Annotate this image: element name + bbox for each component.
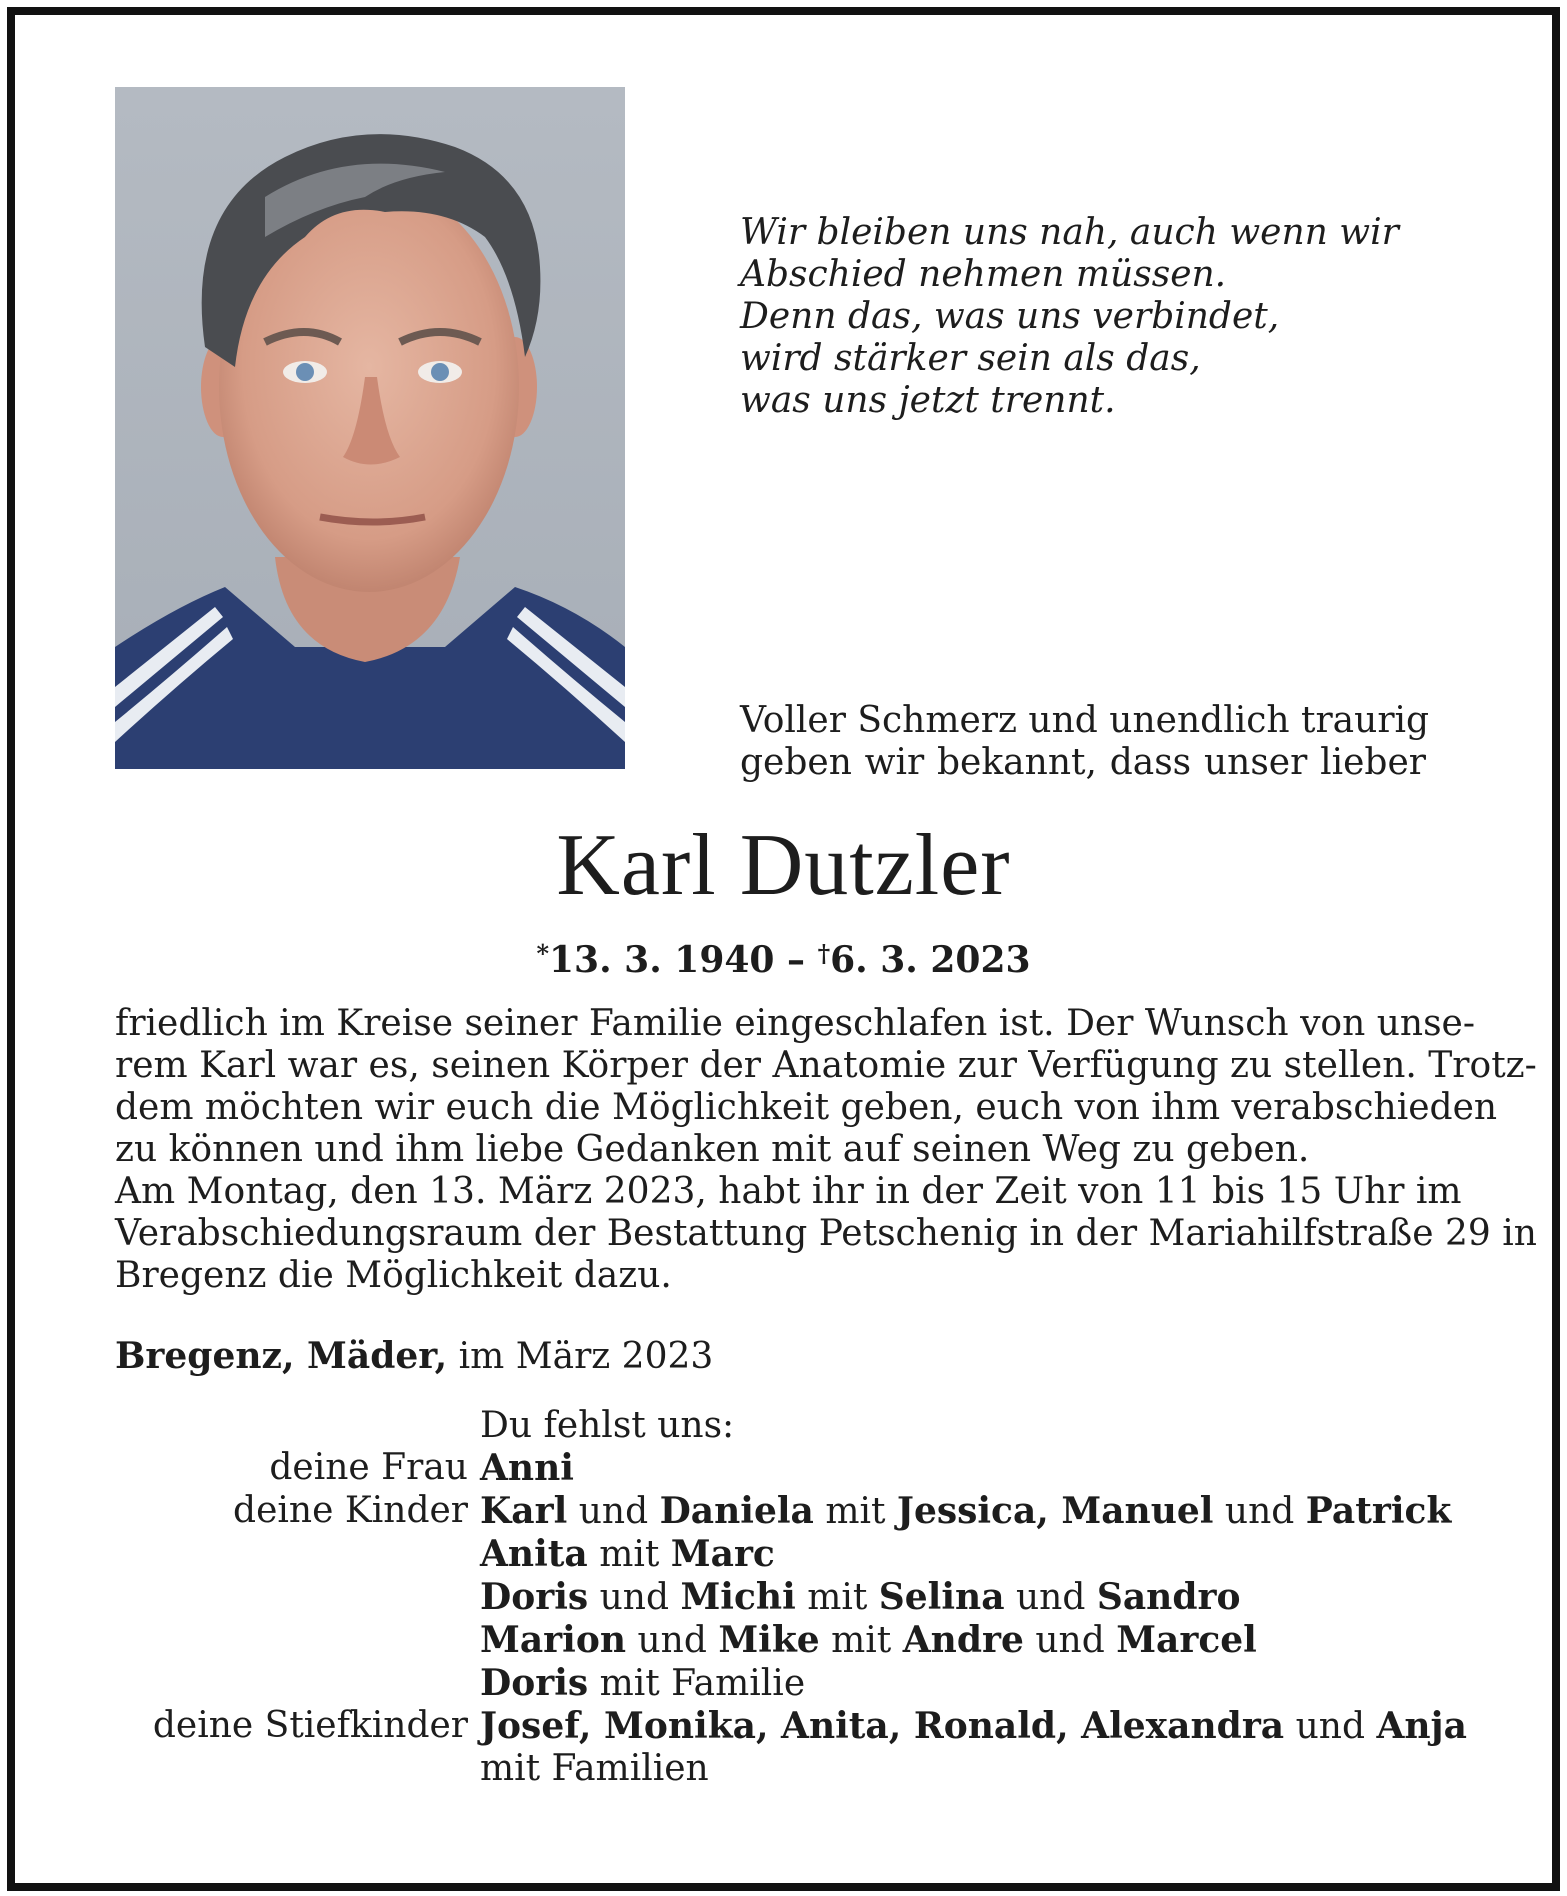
connector-text: und [1023, 1620, 1117, 1661]
relation-label: deine Kinder [233, 1490, 468, 1531]
person-name: Selina [878, 1576, 1005, 1618]
family-names [480, 1619, 1257, 1662]
family-row-kinder-cont [115, 1576, 1455, 1619]
body-line: Am Montag, den 13. März 2023, habt ihr in der Zeit von 11 bis 15 Uhr im [115, 1171, 1462, 1212]
connector-text: und [1004, 1577, 1097, 1618]
family-row-stiefkinder [115, 1705, 1467, 1748]
place-date [115, 1335, 713, 1378]
person-name: Anja [1376, 1705, 1467, 1747]
birth-date: 13. 3. 1940 [549, 939, 775, 981]
person-name: Andre [902, 1619, 1024, 1661]
body-line: Bregenz die Möglichkeit dazu. [115, 1255, 672, 1296]
family-names [480, 1533, 775, 1576]
body-line: zu können und ihm liebe Gedanken mit auf seinen Weg zu geben. [115, 1129, 1310, 1170]
person-name: Marion [480, 1619, 627, 1661]
poem-line: Denn das, was uns verbindet, [740, 296, 1280, 337]
person-name: Patrick [1305, 1490, 1452, 1532]
poem-line: was uns jetzt trennt. [740, 380, 1116, 421]
family-heading-row [115, 1405, 1455, 1447]
poem-line: Abschied nehmen müssen. [740, 254, 1227, 295]
person-name: Sandro [1096, 1576, 1241, 1618]
family-names [480, 1490, 1451, 1533]
person-name: Jessica, Manuel [896, 1490, 1214, 1532]
death-date: 6. 3. 2023 [830, 939, 1031, 981]
person-name: Michi [680, 1576, 796, 1618]
person-name: Marcel [1116, 1619, 1257, 1661]
place-month: im März 2023 [447, 1336, 714, 1377]
connector-text: mit Familie [588, 1663, 806, 1704]
poem-line: Wir bleiben uns nah, auch wenn wir [740, 212, 1399, 253]
person-name: Daniela [659, 1490, 814, 1532]
connector-text: und [626, 1620, 719, 1661]
death-symbol: † [817, 939, 831, 968]
family-heading: Du fehlst uns: [480, 1405, 735, 1446]
family-list [115, 1405, 1467, 1790]
person-name: Karl [480, 1490, 568, 1532]
intro-line: geben wir bekannt, dass unser lieber [740, 742, 1426, 783]
family-names [480, 1576, 1241, 1619]
intro-line: Voller Schmerz und unendlich traurig [740, 700, 1430, 741]
person-name: Josef, Monika, Anita, Ronald, Alexandra [480, 1705, 1285, 1747]
family-names [480, 1447, 574, 1490]
person-name: Doris [480, 1662, 589, 1704]
person-name: Marc [670, 1533, 775, 1575]
connector-text: und [1213, 1491, 1306, 1532]
body-line: friedlich im Kreise seiner Familie eingeschlafen ist. Der Wunsch von unse- [115, 1003, 1476, 1044]
connector-text: mit [795, 1577, 879, 1618]
family-row-kinder-cont [115, 1662, 1455, 1705]
person-name: Anita [480, 1533, 588, 1575]
person-name: Doris [480, 1576, 589, 1618]
connector-text: mit Familien [480, 1748, 709, 1789]
body-line: Verabschiedungsraum der Bestattung Petschenig in der Mariahilfstraße 29 in [115, 1213, 1537, 1254]
connector-text: und [567, 1491, 660, 1532]
person-name: Mike [718, 1619, 820, 1661]
relation-label: deine Frau [269, 1447, 468, 1488]
life-dates [0, 932, 1567, 982]
connector-text: mit [819, 1620, 903, 1661]
family-row-kinder [115, 1490, 1455, 1533]
family-row-frau [115, 1447, 1455, 1490]
poem [740, 212, 1399, 422]
family-row-kinder-cont [115, 1619, 1455, 1662]
deceased-name: Karl Dutzler [556, 817, 1011, 914]
person-name: Anni [480, 1447, 574, 1489]
relation-label: deine Stiefkinder [152, 1705, 468, 1746]
connector-text: mit [587, 1534, 671, 1575]
poem-line: wird stärker sein als das, [740, 338, 1201, 379]
connector-text: mit [813, 1491, 897, 1532]
family-names [480, 1748, 709, 1790]
date-separator: – [774, 939, 818, 981]
family-row-kinder-cont [115, 1533, 1455, 1576]
intro-text [740, 700, 1430, 784]
family-names [480, 1705, 1467, 1748]
place-names: Bregenz, Mäder, [115, 1335, 448, 1377]
family-row-stiefkinder-cont [115, 1748, 1455, 1790]
body-text [115, 1003, 1537, 1297]
birth-symbol: * [536, 939, 549, 968]
body-line: rem Karl war es, seinen Körper der Anatomie zur Verfügung zu stellen. Trotz- [115, 1045, 1537, 1086]
body-line: dem möchten wir euch die Möglichkeit geben, euch von ihm verabschieden [115, 1087, 1498, 1128]
connector-text: und [588, 1577, 681, 1618]
connector-text: und [1284, 1706, 1377, 1747]
family-names [480, 1662, 805, 1705]
portrait-photo [115, 87, 625, 769]
